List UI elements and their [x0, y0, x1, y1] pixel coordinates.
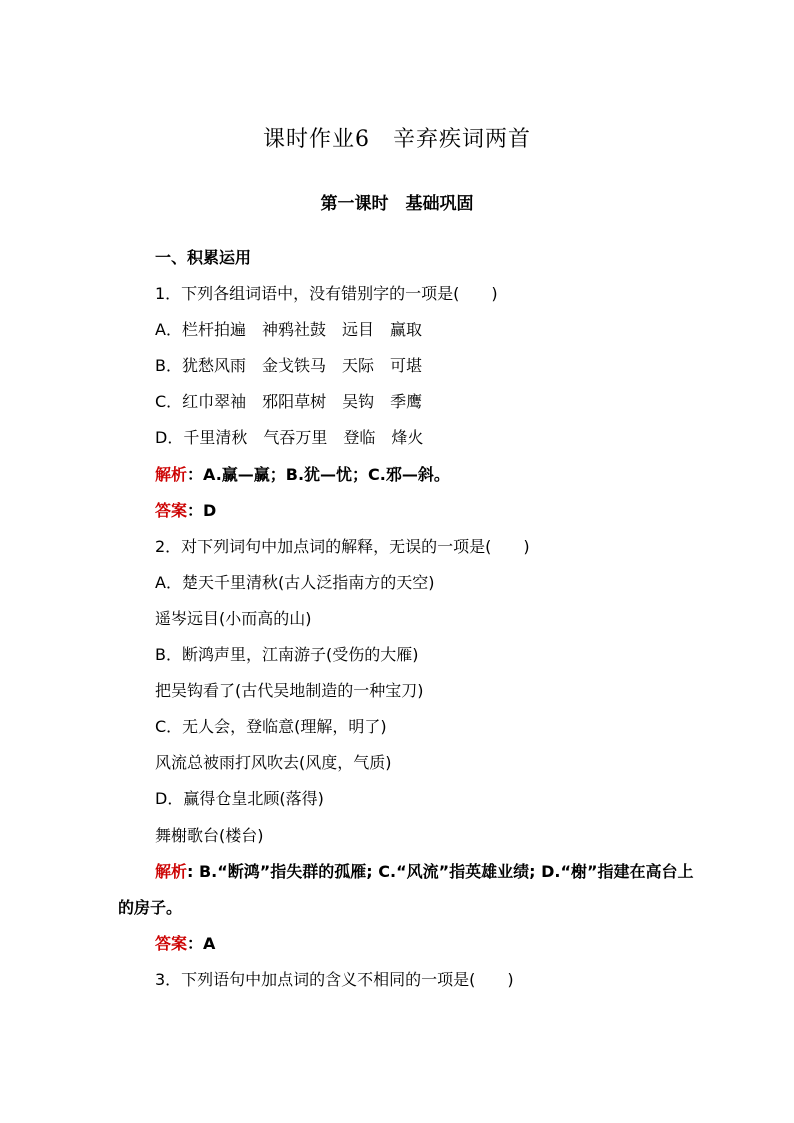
document-body	[118, 240, 698, 998]
answer-label: 答案	[155, 933, 188, 953]
answer-text: ：A	[187, 933, 216, 953]
question-2-line: 舞榭歌台(楼台)	[155, 825, 264, 845]
question-1-analysis	[118, 457, 698, 493]
question-2-stem: 2．对下列词句中加点词的解释，无误的一项是( )	[155, 536, 530, 556]
answer-text: ：D	[187, 500, 217, 520]
analysis-text: ：A.赢—赢；B.犹—忧；C.邪—斜。	[187, 464, 450, 484]
question-1-option-a: A．栏杆拍遍 神鸦社鼓 远目 赢取	[155, 320, 422, 340]
question-2-line: D．赢得仓皇北顾(落得)	[155, 789, 324, 809]
analysis-text: : B.“断鸿”指失群的孤雁; C.“风流”指英雄业绩; D.“榭”指建在高台上的房子。	[118, 861, 694, 917]
analysis-label: 解析	[155, 464, 188, 484]
page-title: 课时作业6 辛弃疾词两首	[263, 127, 531, 152]
question-2-line: 把吴钩看了(古代吴地制造的一种宝刀)	[155, 681, 424, 701]
question-2-answer	[118, 926, 698, 962]
question-1-option-c: C．红巾翠袖 邪阳草树 吴钩 季鹰	[155, 392, 423, 412]
question-1-option-d: D．千里清秋 气吞万里 登临 烽火	[155, 428, 424, 448]
question-2-analysis	[118, 854, 698, 926]
question-2-line: A．楚天千里清秋(古人泛指南方的天空)	[155, 572, 435, 592]
question-3-stem: 3．下列语句中加点词的含义不相同的一项是( )	[155, 969, 514, 989]
question-2-line: C．无人会，登临意(理解，明了)	[155, 717, 387, 737]
question-2-line: 遥岑远目(小而高的山)	[155, 608, 312, 628]
question-1-stem: 1．下列各组词语中，没有错别字的一项是( )	[155, 284, 498, 304]
question-1-option-b: B．犹愁风雨 金戈铁马 天际 可堪	[155, 356, 422, 376]
answer-label: 答案	[155, 500, 188, 520]
question-2-line: 风流总被雨打风吹去(风度，气质)	[155, 753, 392, 773]
question-2-line: B．断鸿声里，江南游子(受伤的大雁)	[155, 645, 419, 665]
page-subtitle: 第一课时 基础巩固	[320, 194, 474, 214]
question-1-answer	[118, 493, 698, 529]
section-heading: 一、积累运用	[155, 248, 252, 267]
analysis-label: 解析	[155, 861, 188, 881]
